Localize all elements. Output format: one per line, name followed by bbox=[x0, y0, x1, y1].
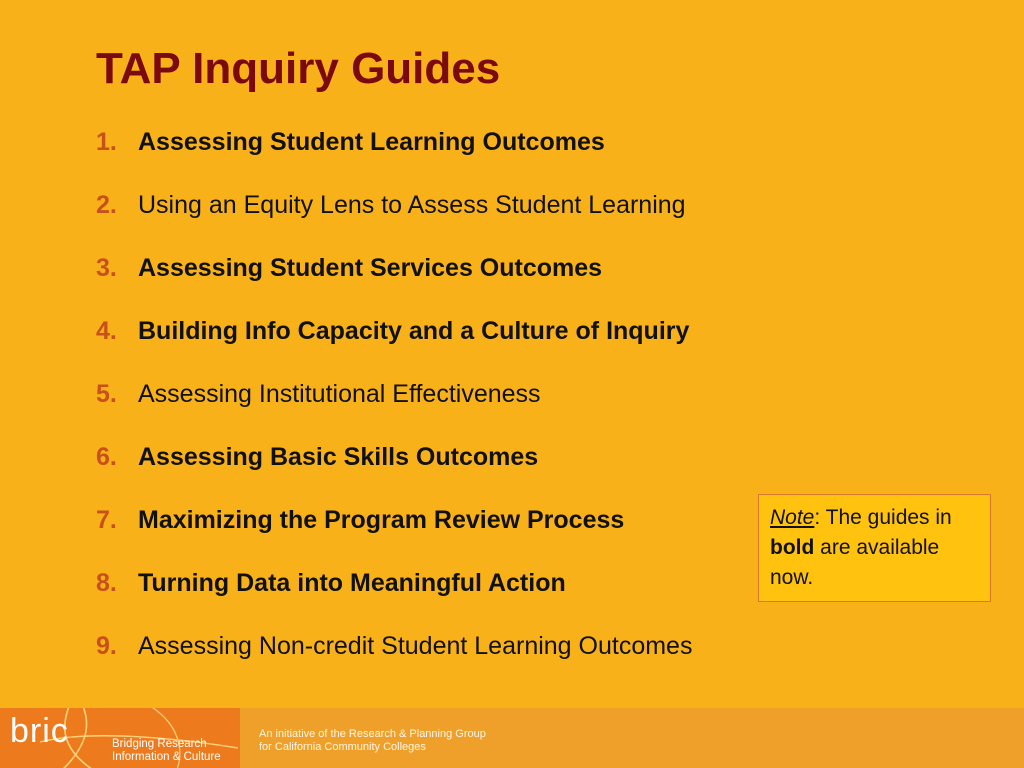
guide-item bbox=[96, 191, 816, 254]
guide-item bbox=[96, 128, 816, 191]
guide-label: Using an Equity Lens to Assess Student Learning bbox=[138, 191, 686, 219]
note-text: : The guides in bbox=[814, 506, 952, 529]
guide-number: 8. bbox=[96, 569, 117, 597]
guide-item bbox=[96, 569, 816, 632]
footer-credit bbox=[259, 728, 486, 754]
guide-item bbox=[96, 254, 816, 317]
guide-item bbox=[96, 380, 816, 443]
guide-number: 5. bbox=[96, 380, 117, 408]
note-label: Note bbox=[770, 506, 815, 529]
guide-label: Assessing Non-credit Student Learning Outcomes bbox=[138, 632, 693, 660]
logo-wordmark: bric bbox=[10, 712, 69, 750]
guide-item bbox=[96, 317, 816, 380]
guide-number: 2. bbox=[96, 191, 117, 219]
guide-label: Assessing Institutional Effectiveness bbox=[138, 380, 541, 408]
logo-tagline-line: Information & Culture bbox=[112, 751, 221, 763]
bric-logo bbox=[0, 708, 240, 768]
guide-number: 1. bbox=[96, 128, 117, 156]
guide-label: Turning Data into Meaningful Action bbox=[138, 569, 566, 597]
guide-item bbox=[96, 506, 816, 569]
guide-number: 3. bbox=[96, 254, 117, 282]
note-text-end: are available now. bbox=[770, 536, 940, 589]
note-box bbox=[758, 494, 991, 602]
guide-list bbox=[96, 128, 816, 695]
logo-tagline-line: Bridging Research bbox=[112, 738, 207, 750]
guide-item bbox=[96, 632, 816, 695]
guide-number: 9. bbox=[96, 632, 117, 660]
guide-label: Building Info Capacity and a Culture of Inquiry bbox=[138, 317, 690, 345]
guide-item bbox=[96, 443, 816, 506]
guide-number: 7. bbox=[96, 506, 117, 534]
guide-label: Assessing Student Services Outcomes bbox=[138, 254, 603, 282]
guide-number: 4. bbox=[96, 317, 117, 345]
guide-number: 6. bbox=[96, 443, 117, 471]
footer-bar bbox=[0, 708, 1024, 768]
logo-tagline bbox=[112, 738, 221, 764]
footer-credit-line: for California Community Colleges bbox=[259, 741, 426, 753]
footer-credit-line: An initiative of the Research & Planning Group bbox=[259, 728, 486, 740]
guide-label: Assessing Basic Skills Outcomes bbox=[138, 443, 539, 471]
guide-label: Maximizing the Program Review Process bbox=[138, 506, 625, 534]
page-title: TAP Inquiry Guides bbox=[96, 44, 501, 93]
guide-label: Assessing Student Learning Outcomes bbox=[138, 128, 605, 156]
note-bold-word: bold bbox=[770, 536, 815, 559]
